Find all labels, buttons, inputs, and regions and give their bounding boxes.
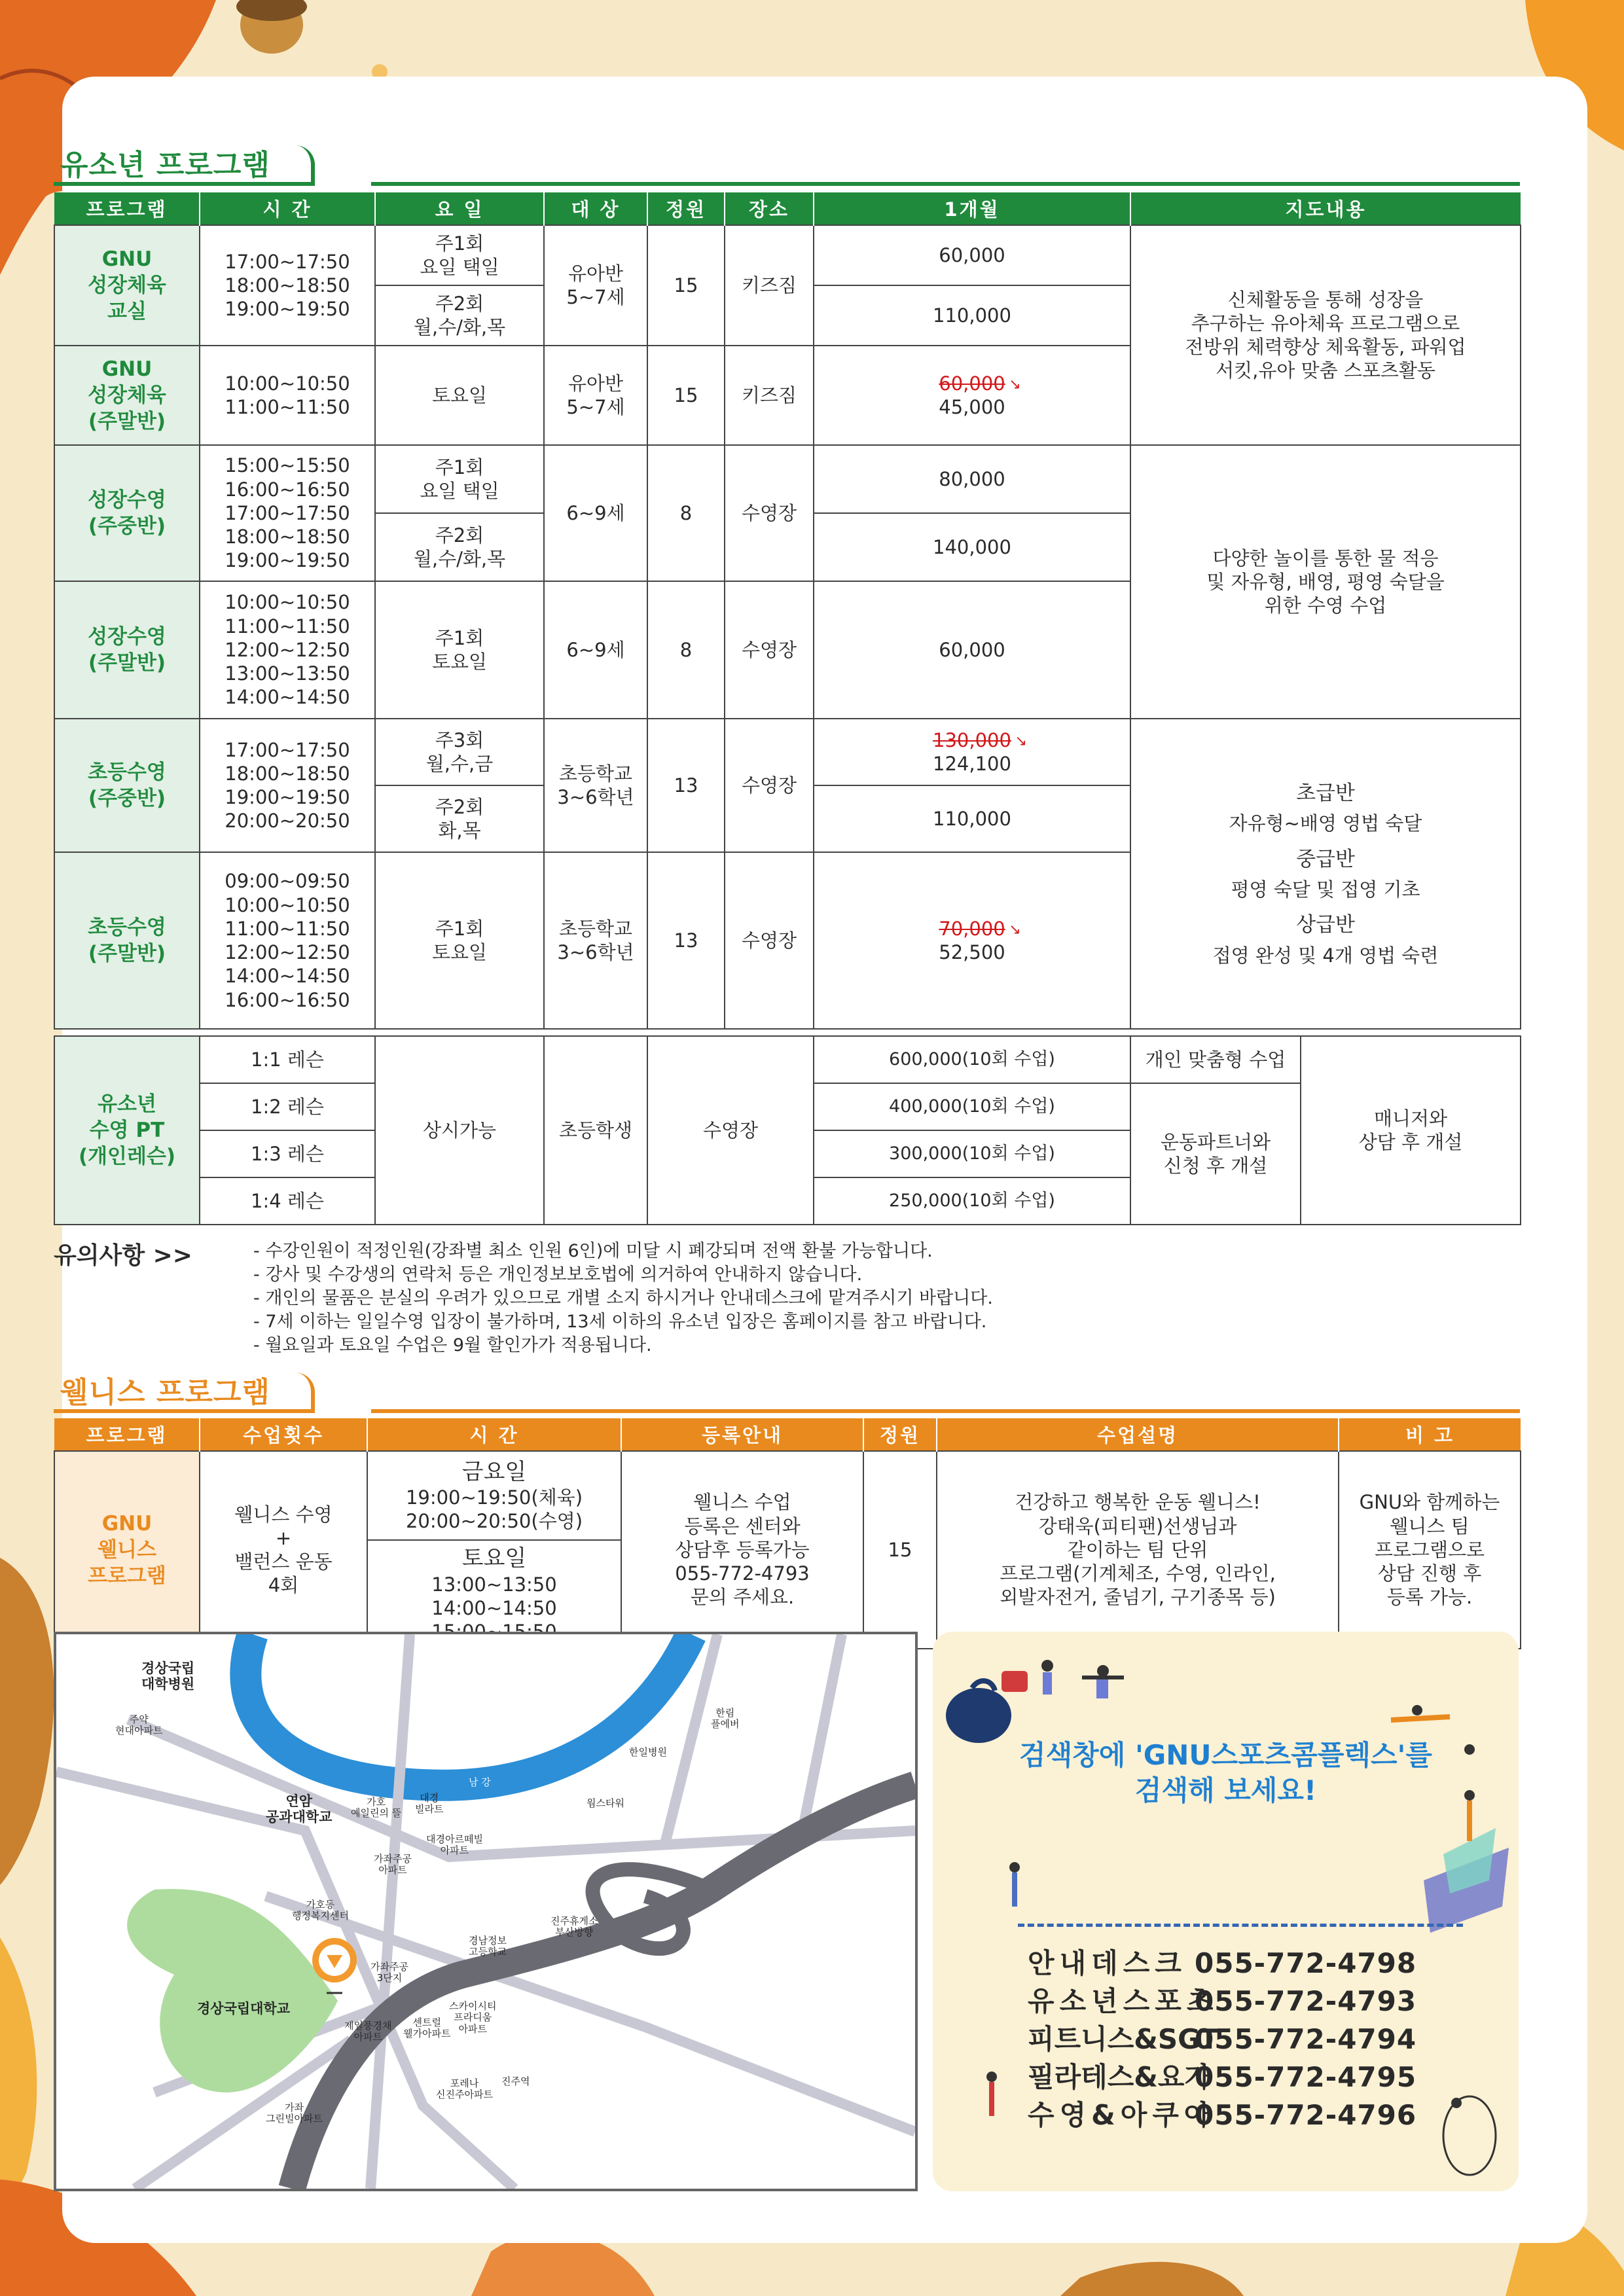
program-description: 다양한 놀이를 통한 물 적응 및 자유형, 배영, 평영 숙달을 위한 수영 수업 [1130,445,1521,719]
target-group: 초등학교 3~6학년 [544,852,647,1029]
col-header: 정원 [863,1418,937,1451]
target-group: 유아반 5~7세 [544,346,647,445]
notice-list [253,1240,993,1357]
notice-item: - 강사 및 수강생의 연락처 등은 개인정보보호법에 의거하여 안내하지 않습니다. [253,1265,863,1285]
class-description: 건강하고 행복한 운동 웰니스! 강태욱(피티팬)선생님과 같이하는 팀 단위 프로그램(기계체조, 수영, 인라인, 외발자전거, 줄넘기, 구기종목 등) [937,1451,1339,1649]
monthly-fee: 110,000 [814,785,1130,852]
discount-price: 52,500 [939,941,1005,963]
promo-subline: 검색해 보세요! [1134,1774,1317,1806]
contact-row [1028,2058,1416,2096]
program-name: GNU 웰니스 프로그램 [54,1451,200,1649]
col-header: 수업설명 [937,1418,1339,1451]
program-name: 초등수영 (주말반) [54,852,200,1029]
col-header: 시 간 [200,192,375,225]
capacity: 13 [647,719,725,852]
col-header: 프로그램 [54,192,200,225]
monthly-fee: 60,000 [814,225,1130,285]
map-label: 가호 예일린의 뜰 [351,1796,402,1820]
table-header-row [54,192,1521,225]
original-price: 130,000 ↘ [933,728,1011,752]
lesson-fee: 600,000(10회 수업) [814,1036,1130,1083]
day-option: 상시가능 [375,1036,544,1225]
notice-item: - 수강인원이 적정인원(강좌별 최소 인원 6인)에 미달 시 폐강되며 전액 환불 가능합니다. [253,1241,933,1261]
day-heading: 토요일 [461,1545,527,1572]
place: 수영장 [725,852,814,1029]
map-label: 한림 플에버 [711,1707,740,1731]
lesson-type: 1:4 레슨 [200,1177,375,1225]
pt-consult-note: 매니저와 상담 후 개설 [1301,1036,1521,1225]
place: 키즈짐 [725,346,814,445]
map-label: 가좌 그린빌아파트 [266,2102,323,2125]
level-intermediate-desc: 평영 숙달 및 접영 기초 [1231,878,1420,901]
time-slots: 10:00~10:50 11:00~11:50 12:00~12:50 13:00~13:50 14:00~14:50 [200,581,375,719]
contact-row [1028,1982,1416,2020]
col-header: 대 상 [544,192,647,225]
col-header: 시 간 [367,1418,621,1451]
map-label: 주약 현대아파트 [115,1713,163,1737]
map-label: 가호동 행정복지센터 [292,1899,349,1922]
lesson-type: 1:1 레슨 [200,1036,375,1083]
col-header: 비 고 [1339,1418,1521,1451]
time-values: 13:00~13:50 14:00~14:50 [431,1573,557,1620]
lesson-type: 1:2 레슨 [200,1083,375,1130]
program-name: GNU 성장체육 교실 [54,225,200,346]
monthly-fee [814,719,1130,785]
program-name: 성장수영 (주말반) [54,581,200,719]
map-label: 대경 빌라트 [415,1792,444,1816]
program-name: GNU 성장체육 (주말반) [54,346,200,445]
level-beginner: 초급반 [1296,781,1355,805]
col-header: 등록안내 [621,1418,863,1451]
program-description: 신체활동을 통해 성장을 추구하는 유아체육 프로그램으로 전방위 체력향상 체육활동, 파워업 서킷,유아 맞춤 스포츠활동 [1130,225,1521,445]
contact-row [1028,2096,1416,2134]
lesson-fee: 400,000(10회 수업) [814,1083,1130,1130]
monthly-fee [814,852,1130,1029]
table-row [54,1451,1521,1540]
col-header: 정원 [647,192,725,225]
original-price: 60,000 ↘ [939,372,1005,395]
map-label: 진주역 [501,2075,530,2087]
map-label: 제일풍경채 아파트 [344,2020,392,2043]
map-label: 한일병원 [629,1746,667,1758]
divider [1018,1924,1463,1927]
discount-price: 124,100 [933,753,1011,775]
day-option: 주1회 요일 택일 [375,445,544,513]
monthly-fee: 140,000 [814,513,1130,581]
time-slots: 10:00~10:50 11:00~11:50 [200,346,375,445]
contact-row [1028,2020,1416,2058]
level-advanced-desc: 접영 완성 및 4개 영법 숙련 [1212,944,1439,967]
discount-price: 45,000 [939,396,1005,418]
map-label: 고속도로 [508,1882,546,1894]
youth-title-underline [371,182,1520,186]
map-label: 스카이시티 프라디움 아파트 [449,2000,497,2035]
table-row [54,445,1521,513]
table-row [54,1036,1521,1083]
place: 수영장 [725,719,814,852]
contact-label: 피트니스&SGT [1028,2023,1219,2055]
contact-label: 안내데스크 [1028,1947,1187,1979]
original-price: 70,000 ↘ [939,917,1005,941]
map-label: 연암 공과대학교 [266,1793,333,1825]
notice-heading: 유의사항 >> [54,1242,192,1269]
map-label: 포레나 신진주아파트 [436,2077,493,2101]
col-header: 프로그램 [54,1418,200,1451]
youth-section-title: 유소년 프로그램 [54,145,315,186]
time-slots: 09:00~09:50 10:00~10:50 11:00~11:50 12:00~12:50 14:00~14:50 16:00~16:50 [200,852,375,1029]
col-header: 수업횟수 [200,1418,367,1451]
day-heading: 금요일 [461,1458,527,1485]
program-name: 유소년 수영 PT (개인레슨) [54,1036,200,1225]
monthly-fee: 60,000 [814,581,1130,719]
contact-promo-panel [933,1632,1519,2191]
contact-phone[interactable]: 055-772-4795 [1195,2061,1417,2093]
capacity: 8 [647,445,725,581]
level-advanced: 상급반 [1296,913,1355,937]
map-label: 센트럴 웰가아파트 [403,2017,451,2040]
contact-row [1028,1945,1416,1982]
notice-item: - 월요일과 토요일 수업은 9월 할인가가 적용됩니다. [253,1335,652,1355]
capacity: 15 [647,225,725,346]
day-option: 주2회 화,목 [375,785,544,852]
day-option: 주3회 월,수,금 [375,719,544,785]
capacity: 15 [863,1451,937,1649]
capacity: 13 [647,852,725,1029]
wellness-title-underline [371,1409,1520,1413]
contact-label: 필라테스&요가 [1028,2061,1212,2093]
contact-phone[interactable]: 055-772-4798 [1195,1947,1417,1979]
time-slots [367,1451,621,1540]
notice-item: - 7세 이하는 일일수영 입장이 불가하며, 13세 이하의 유소년 입장은 홈페이지를 참고 바랍니다. [253,1312,987,1332]
map-label: 웜스타워 [586,1797,624,1809]
map-label: 남 강 [469,1776,491,1788]
pt-partner-note: 운동파트너와 신청 후 개설 [1130,1083,1301,1225]
place: 수영장 [725,445,814,581]
monthly-fee: 110,000 [814,285,1130,346]
time-slots: 15:00~15:50 16:00~16:50 17:00~17:50 18:00~18:50 19:00~19:50 [200,445,375,581]
day-option: 주2회 월,수/화,목 [375,285,544,346]
monthly-fee [814,346,1130,445]
wellness-program-table [54,1418,1521,1649]
lesson-type: 1:3 레슨 [200,1130,375,1177]
map-label: 경상국립 대학병원 [141,1660,195,1693]
capacity: 15 [647,346,725,445]
program-name: 성장수영 (주중반) [54,445,200,581]
map-label: 가좌주공 3단지 [370,1961,408,1984]
place: 수영장 [725,581,814,719]
col-header: 1개월 [814,192,1130,225]
map-roads [56,1634,915,2189]
location-pin-icon [308,1934,361,2000]
pt-note: 개인 맞춤형 수업 [1130,1036,1301,1083]
table-row [54,225,1521,285]
target-group: 유아반 5~7세 [544,225,647,346]
contact-phone[interactable]: 055-772-4796 [1195,2099,1417,2131]
promo-headline: 검색창에 'GNU스포츠콤플렉스'를 [1019,1739,1432,1771]
youth-program-table [54,192,1521,1030]
day-option: 주1회 요일 택일 [375,225,544,285]
wellness-section-title: 웰니스 프로그램 [54,1372,315,1413]
time-slots: 17:00~17:50 18:00~18:50 19:00~19:50 20:00~20:50 [200,719,375,852]
time-values: 19:00~19:50(체육) 20:00~20:50(수영) [405,1486,583,1533]
notice-item: - 개인의 물품은 분실의 우려가 있으므로 개별 소지 하시거나 안내데스크에 맡겨주시기 바랍니다. [253,1288,993,1308]
level-intermediate: 중급반 [1296,847,1355,871]
day-option: 주1회 토요일 [375,581,544,719]
col-header: 장소 [725,192,814,225]
day-option: 주1회 토요일 [375,852,544,1029]
target-group: 6~9세 [544,581,647,719]
program-name: 초등수영 (주중반) [54,719,200,852]
map-label: 가좌주공 아파트 [374,1853,412,1876]
map-label: 경상국립대학교 [197,2001,291,2017]
registration-info: 웰니스 수업 등록은 센터와 상담후 등록가능 055-772-4793 문의 주세요. [621,1451,863,1649]
contact-phone[interactable]: 055-772-4794 [1195,2023,1417,2055]
contact-phone[interactable]: 055-772-4793 [1195,1985,1417,2017]
level-beginner-desc: 자유형~배영 영법 숙달 [1229,812,1422,834]
contact-label: 수영&아쿠아 [1028,2099,1216,2131]
lesson-fee: 250,000(10회 수업) [814,1177,1130,1225]
col-header: 요 일 [375,192,544,225]
place: 수영장 [647,1036,814,1225]
remarks: GNU와 함께하는 웰니스 팀 프로그램으로 상담 진행 후 등록 가능. [1339,1451,1521,1649]
map-label: 경남정보 고등학교 [469,1935,507,1958]
location-map[interactable] [54,1632,918,2191]
map-label: 대경아르떼빌 아파트 [426,1833,483,1857]
monthly-fee: 80,000 [814,445,1130,513]
time-slots: 17:00~17:50 18:00~18:50 19:00~19:50 [200,225,375,346]
day-option: 주2회 월,수/화,목 [375,513,544,581]
target-group: 6~9세 [544,445,647,581]
target-group: 초등학교 3~6학년 [544,719,647,852]
col-header: 지도내용 [1130,192,1521,225]
day-option: 토요일 [375,346,544,445]
lesson-fee: 300,000(10회 수업) [814,1130,1130,1177]
map-label: 진주휴게소 부산방향 [550,1915,598,1939]
contact-label: 유소년스포츠 [1028,1985,1219,2017]
contact-list [1028,1945,1416,2134]
youth-pt-table [54,1035,1521,1225]
table-header-row [54,1418,1521,1451]
target-group: 초등학생 [544,1036,647,1225]
place: 키즈짐 [725,225,814,346]
capacity: 8 [647,581,725,719]
program-description [1130,719,1521,1029]
class-count: 웰니스 수영 + 밸런스 운동 4회 [200,1451,367,1649]
table-row [54,719,1521,785]
